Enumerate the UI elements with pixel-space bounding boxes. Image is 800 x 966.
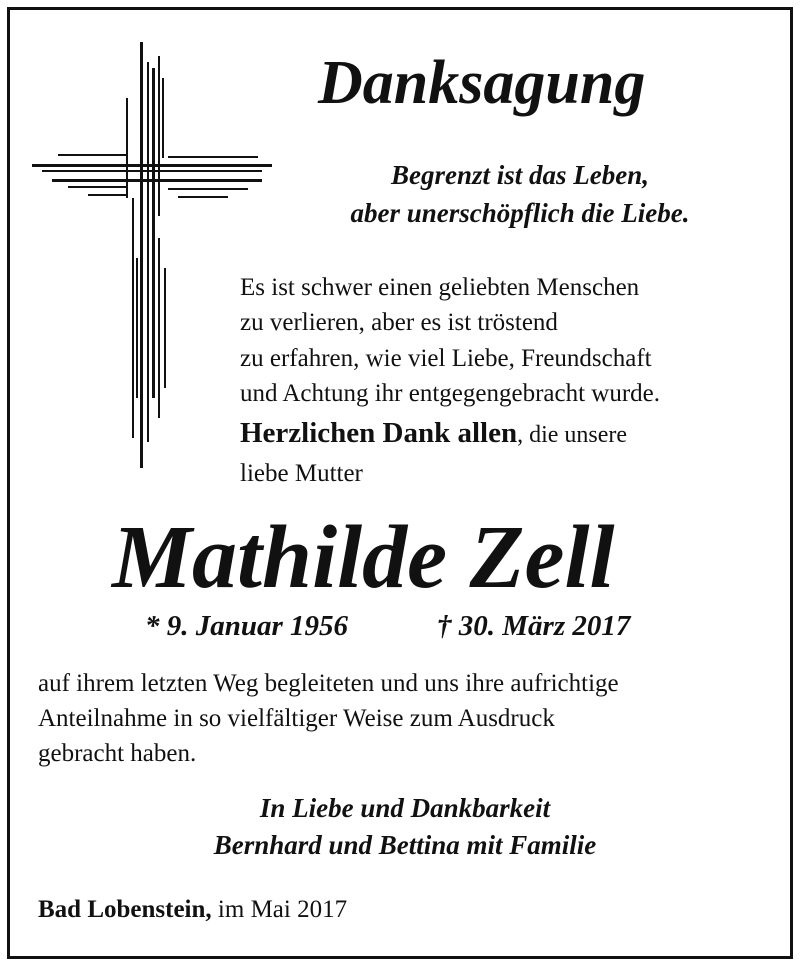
- place-name: Bad Lobenstein,: [38, 896, 212, 923]
- place-date-text: im Mai 2017: [211, 896, 348, 923]
- intro-end: liebe Mutter: [240, 460, 363, 487]
- heading: Danksagung: [318, 49, 646, 117]
- paragraph-line: auf ihrem letzten Weg begleiteten und uns ihre aufrichtige: [38, 670, 619, 697]
- thanks-line: [240, 414, 627, 454]
- cross-icon: [28, 38, 273, 468]
- death-date: † 30. März 2017: [437, 610, 631, 642]
- motto-line: Begrenzt ist das Leben,: [390, 160, 649, 190]
- intro-line: zu verlieren, aber es ist tröstend: [240, 309, 558, 336]
- thanks-strong: Herzlichen Dank allen: [240, 417, 518, 449]
- paragraph-line: gebracht haben.: [38, 740, 197, 767]
- deceased-name: Mathilde Zell: [112, 508, 615, 607]
- thanks-rest: , die unsere: [517, 422, 628, 448]
- intro-line: Es ist schwer einen geliebten Menschen: [240, 274, 640, 301]
- place-date: [38, 893, 347, 927]
- motto-line: aber unerschöpflich die Liebe.: [350, 198, 690, 228]
- paragraph-line: Anteilnahme in so vielfältiger Weise zum Ausdruck: [38, 705, 555, 732]
- intro-line: und Achtung ihr entgegengebracht wurde.: [240, 380, 661, 407]
- birth-date: * 9. Januar 1956: [145, 610, 349, 642]
- closing-line: Bernhard und Bettina mit Familie: [213, 830, 597, 860]
- intro-line: zu erfahren, wie viel Liebe, Freundschaft: [240, 345, 652, 372]
- closing-line: In Liebe und Dankbarkeit: [259, 793, 551, 823]
